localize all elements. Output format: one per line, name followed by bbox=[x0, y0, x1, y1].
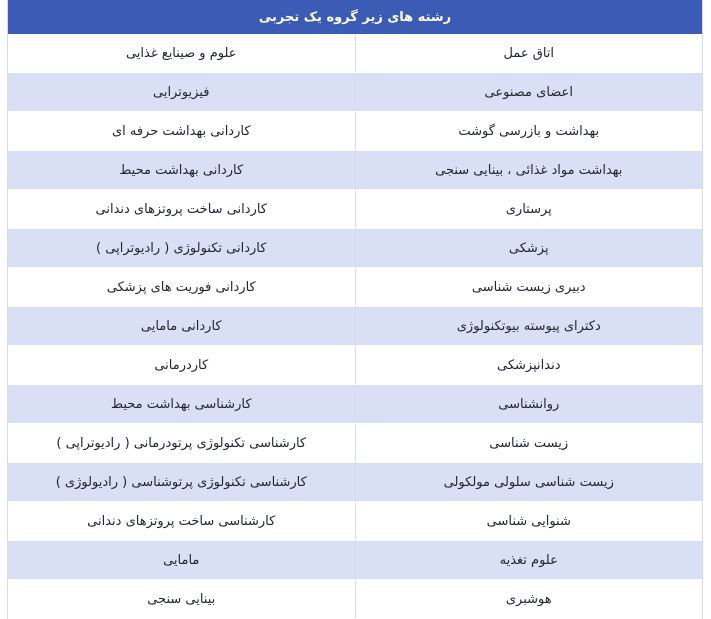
table-row bbox=[8, 424, 702, 463]
table-cell-left: کاردانی ساخت پروتزهای دندانی bbox=[8, 190, 355, 229]
table-cell-left: کاردانی فوریت های پزشکی bbox=[8, 268, 355, 307]
table-row bbox=[8, 268, 702, 307]
table-cell-right: بهداشت و بازرسی گوشت bbox=[355, 112, 702, 151]
table-cell-right: دندانپزشکی bbox=[355, 346, 702, 385]
table-title: رشته های زیر گروه یک تجربی bbox=[8, 0, 702, 34]
table-cell-left: فیزیوترایی bbox=[8, 73, 355, 112]
table-cell-right: زیست شناسی bbox=[355, 424, 702, 463]
table-cell-left: کارشناسی تکنولوژی پرتودرمانی ( رادیوتراپی ) bbox=[8, 424, 355, 463]
majors-table bbox=[8, 0, 702, 619]
table-cell-right: دبیری زیست شناسی bbox=[355, 268, 702, 307]
table-row bbox=[8, 151, 702, 190]
table-row bbox=[8, 112, 702, 151]
table-row bbox=[8, 541, 702, 580]
table-cell-left: کارشناسی بهداشت محیط bbox=[8, 385, 355, 424]
table-cell-left: مامایی bbox=[8, 541, 355, 580]
table-cell-left: کاردانی تکنولوژی ( رادیوتراپی ) bbox=[8, 229, 355, 268]
table-cell-right: علوم تغذیه bbox=[355, 541, 702, 580]
table-row bbox=[8, 580, 702, 619]
table-body bbox=[8, 34, 702, 619]
table-header-row bbox=[8, 0, 702, 34]
table-cell-left: کاردانی بهداشت حرفه ای bbox=[8, 112, 355, 151]
table-cell-right: شنوایی شناسی bbox=[355, 502, 702, 541]
table-cell-right: پرستاری bbox=[355, 190, 702, 229]
table-cell-right: دکترای پیوسته بیوتکنولوژی bbox=[355, 307, 702, 346]
table-row bbox=[8, 190, 702, 229]
majors-table-container bbox=[7, 0, 703, 619]
table-cell-right: اعضای مصنوعی bbox=[355, 73, 702, 112]
table-cell-right: هوشبری bbox=[355, 580, 702, 619]
table-cell-left: بینایی سنجی bbox=[8, 580, 355, 619]
table-row bbox=[8, 73, 702, 112]
table-cell-left: کاردانی بهداشت محیط bbox=[8, 151, 355, 190]
table-cell-left: کاردانی مامایی bbox=[8, 307, 355, 346]
table-cell-right: زیست شناسی سلولی مولکولی bbox=[355, 463, 702, 502]
table-row bbox=[8, 385, 702, 424]
table-row bbox=[8, 463, 702, 502]
table-row bbox=[8, 502, 702, 541]
table-cell-left: کارشناسی تکنولوژی پرتوشناسی ( رادیولوژی ) bbox=[8, 463, 355, 502]
table-cell-left: علوم و صینایع غذایی bbox=[8, 34, 355, 73]
table-cell-left: کارشناسی ساخت پروتزهای دندانی bbox=[8, 502, 355, 541]
table-row bbox=[8, 34, 702, 73]
table-cell-right: روانشناسی bbox=[355, 385, 702, 424]
table-row bbox=[8, 229, 702, 268]
table-cell-right: اتاق عمل bbox=[355, 34, 702, 73]
table-cell-right: بهداشت مواد غذائی ، بینایی سنجی bbox=[355, 151, 702, 190]
table-cell-right: پزشکی bbox=[355, 229, 702, 268]
table-row bbox=[8, 346, 702, 385]
table-row bbox=[8, 307, 702, 346]
table-cell-left: کاردرمانی bbox=[8, 346, 355, 385]
